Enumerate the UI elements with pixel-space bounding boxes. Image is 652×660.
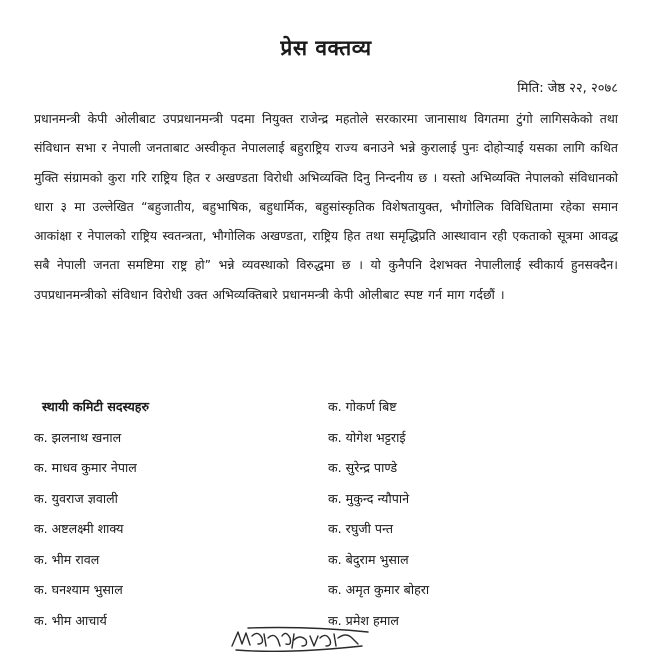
member-name: क. भीम आचार्य: [34, 612, 107, 628]
committee-list-left: [34, 392, 149, 636]
member-name: क. बेदुराम भुसाल: [328, 551, 409, 567]
member-name: क. मुकुन्द न्यौपाने: [328, 490, 410, 506]
member-name: क. माधव कुमार नेपाल: [34, 460, 137, 475]
member-name: क. घनश्याम भुसाल: [34, 582, 123, 597]
committee-heading: स्थायी कमिटी सदस्यहरु: [42, 399, 149, 414]
document-title: प्रेस वक्तव्य: [280, 36, 372, 60]
member-name: क. अष्टलक्ष्मी शाक्य: [34, 521, 124, 536]
member-name: क. झलनाथ खनाल: [34, 429, 122, 445]
committee-list-right: [328, 392, 429, 636]
document-date: मिति: जेष्ठ २२, २०७८: [517, 81, 618, 96]
member-name: क. युवराज ज्ञवाली: [34, 490, 118, 506]
member-name: क. रघुजी पन्त: [328, 521, 394, 536]
member-name: क. अमृत कुमार बोहरा: [328, 582, 430, 597]
member-name: क. प्रमेश हमाल: [328, 612, 399, 628]
member-name: क. सुरेन्द्र पाण्डे: [328, 460, 398, 475]
member-name: क. गोकर्ण बिष्ट: [328, 399, 397, 414]
statement-body: प्रधानमन्त्री केपी ओलीबाट उपप्रधानमन्त्री पदमा नियुक्त राजेन्द्र महतोले सरकारमा जानासाथ विगतमा टुंगो लागिसकेको तथा संविधान सभा र नेपाली जनताबाट अस्वीकृत नेपाललाई बहुराष्ट्रिय राज्य बनाउने भन्ने कुरालाई पुनः दोहोऱ्याई यसका लागि कथित मुक्ति संग्रामको कुरा गरि राष्ट्रिय हित र अखण्डता विरोधी अभिव्यक्ति दिनु निन्दनीय छ । यस्तो अभिव्यक्ति नेपालको संविधानको धारा ३ मा उल्लेखित “बहुजातीय, बहुभाषिक, बहुधार्मिक, बहुसांस्कृतिक विशेषतायुक्त, भौगोलिक विविधितामा रहेका समान आकांक्षा र नेपालको राष्ट्रिय स्वतन्त्रता, भौगोलिक अखण्डता, राष्ट्रिय हित तथा समृद्धिप्रति आस्थावान रही एकताको सूत्रमा आवद्ध सबै नेपाली जनता समष्टिमा राष्ट्र हो” भन्ने व्यवस्थाको विरुद्धमा छ । यो कुनैपनि देशभक्त नेपालीलाई स्वीकार्य हुनसक्दैन। उपप्रधानमन्त्रीको संविधान विरोधी उक्त अभिव्यक्तिबारे प्रधानमन्त्री केपी ओलीबाट स्पष्ट गर्न माग गर्दछौं ।: [34, 111, 618, 302]
member-name: क. भीम रावल: [34, 551, 100, 567]
member-name: क. योगेश भट्टराई: [328, 429, 406, 445]
handwritten-signature: [228, 624, 378, 656]
